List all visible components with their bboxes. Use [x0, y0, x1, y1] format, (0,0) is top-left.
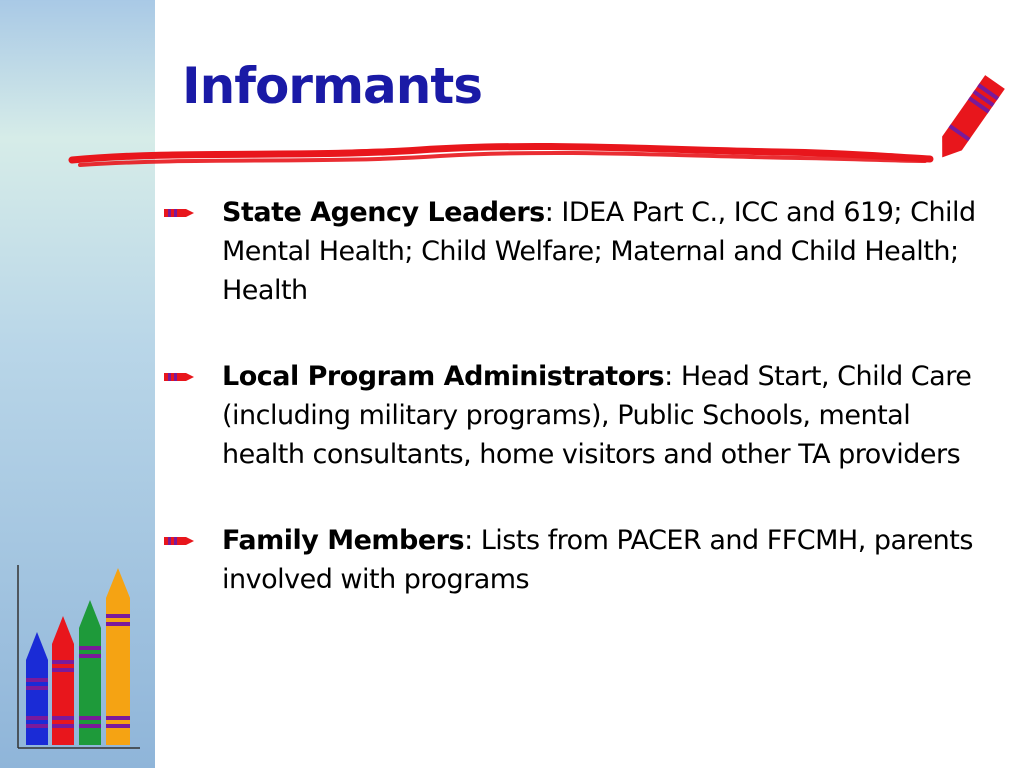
orange-crayon-icon	[106, 568, 130, 745]
list-item-text	[222, 193, 990, 310]
list-item	[160, 521, 990, 599]
list-item-text	[222, 357, 990, 474]
item-description: : IDEA Part C., ICC and 619; Child Mental Health; Child Welfare; Maternal and Child Health; Health	[222, 197, 976, 306]
list-item	[160, 193, 990, 310]
crayon-set-icon	[12, 560, 147, 755]
item-description: : Head Start, Child Care (including military programs), Public Schools, mental health consultants, home visitors and other TA providers	[222, 361, 972, 470]
list-item-text	[222, 521, 990, 599]
item-term: Family Members	[222, 525, 465, 556]
red-crayon-small-icon	[52, 616, 74, 745]
crayon-bullet-icon	[164, 371, 194, 383]
crayon-bullet-icon	[164, 207, 194, 219]
blue-crayon-icon	[26, 632, 48, 745]
list-item	[160, 357, 990, 474]
item-description: : Lists from PACER and FFCMH, parents involved with programs	[222, 525, 973, 595]
item-term: Local Program Administrators	[222, 361, 665, 392]
item-term: State Agency Leaders	[222, 197, 545, 228]
green-crayon-icon	[79, 600, 101, 745]
bullet-list	[160, 193, 990, 646]
red-crayon-icon	[0, 0, 1024, 200]
crayon-bullet-icon	[164, 535, 194, 547]
slide-title: Informants	[182, 57, 483, 115]
